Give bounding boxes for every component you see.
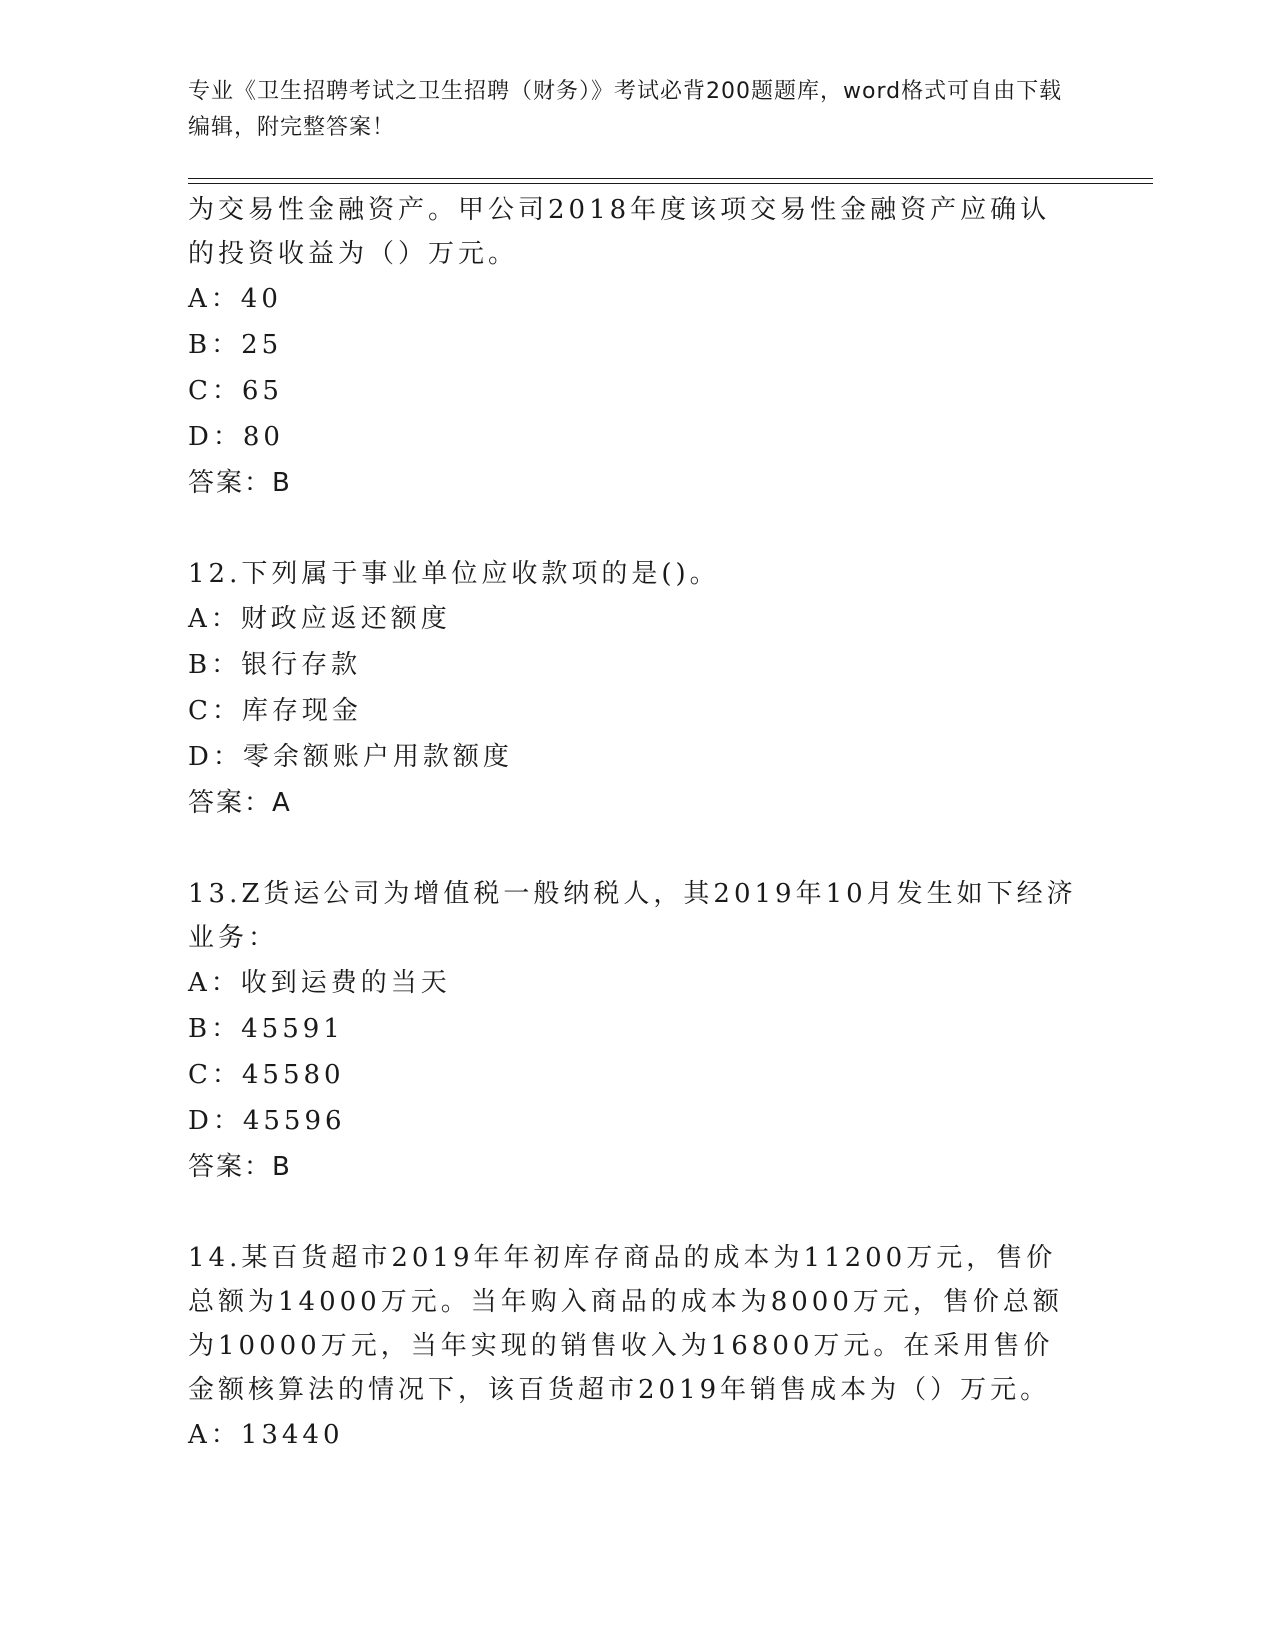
spacer <box>188 506 1078 552</box>
option-b: B：45591 <box>188 1014 344 1044</box>
option-b: B：银行存款 <box>188 650 362 680</box>
option-a: A：40 <box>188 284 282 314</box>
question-13 <box>188 872 1078 1190</box>
answer: 答案：B <box>188 468 292 498</box>
answer: 答案：B <box>188 1152 292 1182</box>
question-11 <box>188 188 1078 506</box>
answer: 答案：A <box>188 788 292 818</box>
option-d: D：零余额账户用款额度 <box>188 742 513 772</box>
option-c: C：45580 <box>188 1060 345 1090</box>
header-rule-top <box>188 178 1153 179</box>
question-list <box>188 188 1078 1458</box>
question-stem: 14.某百货超市2019年年初库存商品的成本为11200万元，售价总额为14000万元。当年购入商品的成本为8000万元，售价总额为10000万元，当年实现的销售收入为16800万元。在采用售价金额核算法的情况下，该百货超市2019年销售成本为（）万元。 <box>188 1243 1063 1405</box>
spacer <box>188 826 1078 872</box>
spacer <box>188 1190 1078 1236</box>
option-b: B：25 <box>188 330 283 360</box>
option-a: A：收到运费的当天 <box>188 968 451 998</box>
option-d: D：80 <box>188 422 284 452</box>
document-header: 专业《卫生招聘考试之卫生招聘（财务）》考试必背200题题库，word格式可自由下载编辑，附完整答案！ <box>188 79 1063 140</box>
option-c: C：65 <box>188 376 283 406</box>
option-a: A：13440 <box>188 1420 344 1450</box>
header-rule-bottom <box>188 183 1153 184</box>
question-stem: 12.下列属于事业单位应收款项的是()。 <box>188 559 720 589</box>
question-12 <box>188 552 1078 826</box>
question-14 <box>188 1236 1078 1458</box>
question-stem: 为交易性金融资产。甲公司2018年度该项交易性金融资产应确认的投资收益为（）万元。 <box>188 195 1051 269</box>
option-c: C：库存现金 <box>188 696 362 726</box>
option-a: A：财政应返还额度 <box>188 604 451 634</box>
question-stem: 13.Z货运公司为增值税一般纳税人，其2019年10月发生如下经济业务： <box>188 879 1077 953</box>
option-d: D：45596 <box>188 1106 346 1136</box>
